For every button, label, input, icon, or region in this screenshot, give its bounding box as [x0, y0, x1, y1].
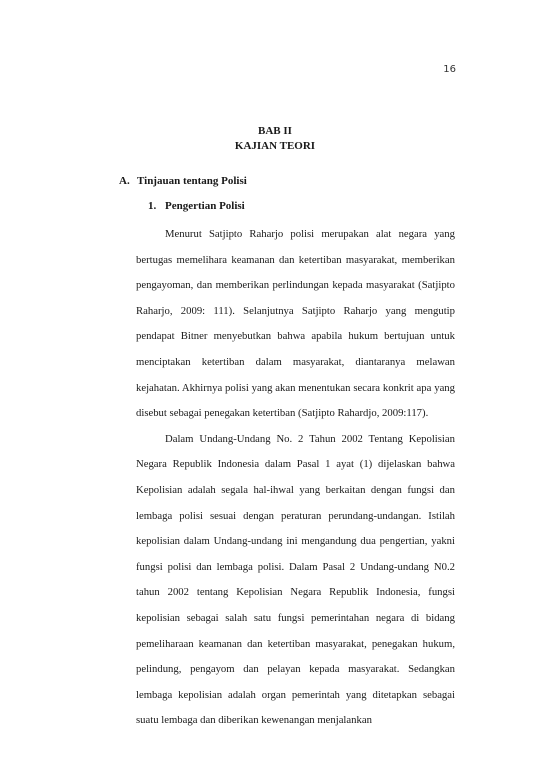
section-title: Tinjauan tentang Polisi [137, 175, 247, 187]
chapter-label: BAB II [258, 125, 292, 137]
section-letter: A. [119, 175, 130, 187]
page-number: 16 [443, 64, 456, 75]
body-text [136, 222, 455, 734]
subsection-title: Pengertian Polisi [165, 200, 245, 212]
paragraph: Dalam Undang-Undang No. 2 Tahun 2002 Tentang Kepolisian Negara Republik Indonesia dalam Pasal 1 ayat (1) dijelaskan bahwa Kepolisian adalah segala hal-ihwal yang berkaitan dengan fungsi dan lembaga polisi sesuai dengan peraturan perundang-undangan. Istilah kepolisian dalam Undang-undang ini mengandung dua pengertian, yakni fungsi polisi dan lembaga polisi. Dalam Pasal 2 Undang-undang N0.2 tahun 2002 tentang Kepolisian Negara Republik Indonesia, fungsi kepolisian sebagai salah satu fungsi pemerintahan negara di bidang pemeliharaan keamanan dan ketertiban masyarakat, penegakan hukum, pelindung, pengayom dan pelayan kepada masyarakat. Sedangkan lembaga kepolisian adalah organ pemerintah yang ditetapkan sebagai suatu lembaga dan diberikan kewenangan menjalankan [136, 432, 455, 727]
chapter-title: KAJIAN TEORI [234, 140, 316, 152]
section-heading [119, 175, 247, 187]
chapter-heading [0, 124, 550, 154]
subsection-number: 1. [148, 200, 157, 212]
paragraph: Menurut Satjipto Raharjo polisi merupakan alat negara yang bertugas memelihara keamanan dan ketertiban masyarakat, memberikan pengayoman, dan memberikan perlindungan kepada masyarakat (Satjipto Raharjo, 2009: 111). Selanjutnya Satjipto Raharjo yang mengutip pendapat Bitner menyebutkan bahwa apabila hukum bertujuan untuk menciptakan ketertiban dalam masyarakat, diantaranya melawan kejahatan. Akhirnya polisi yang akan menentukan secara konkrit apa yang disebut sebagai penegakan ketertiban (Satjipto Rahardjo, 2009:117). [136, 228, 455, 420]
subsection-heading [148, 200, 245, 212]
